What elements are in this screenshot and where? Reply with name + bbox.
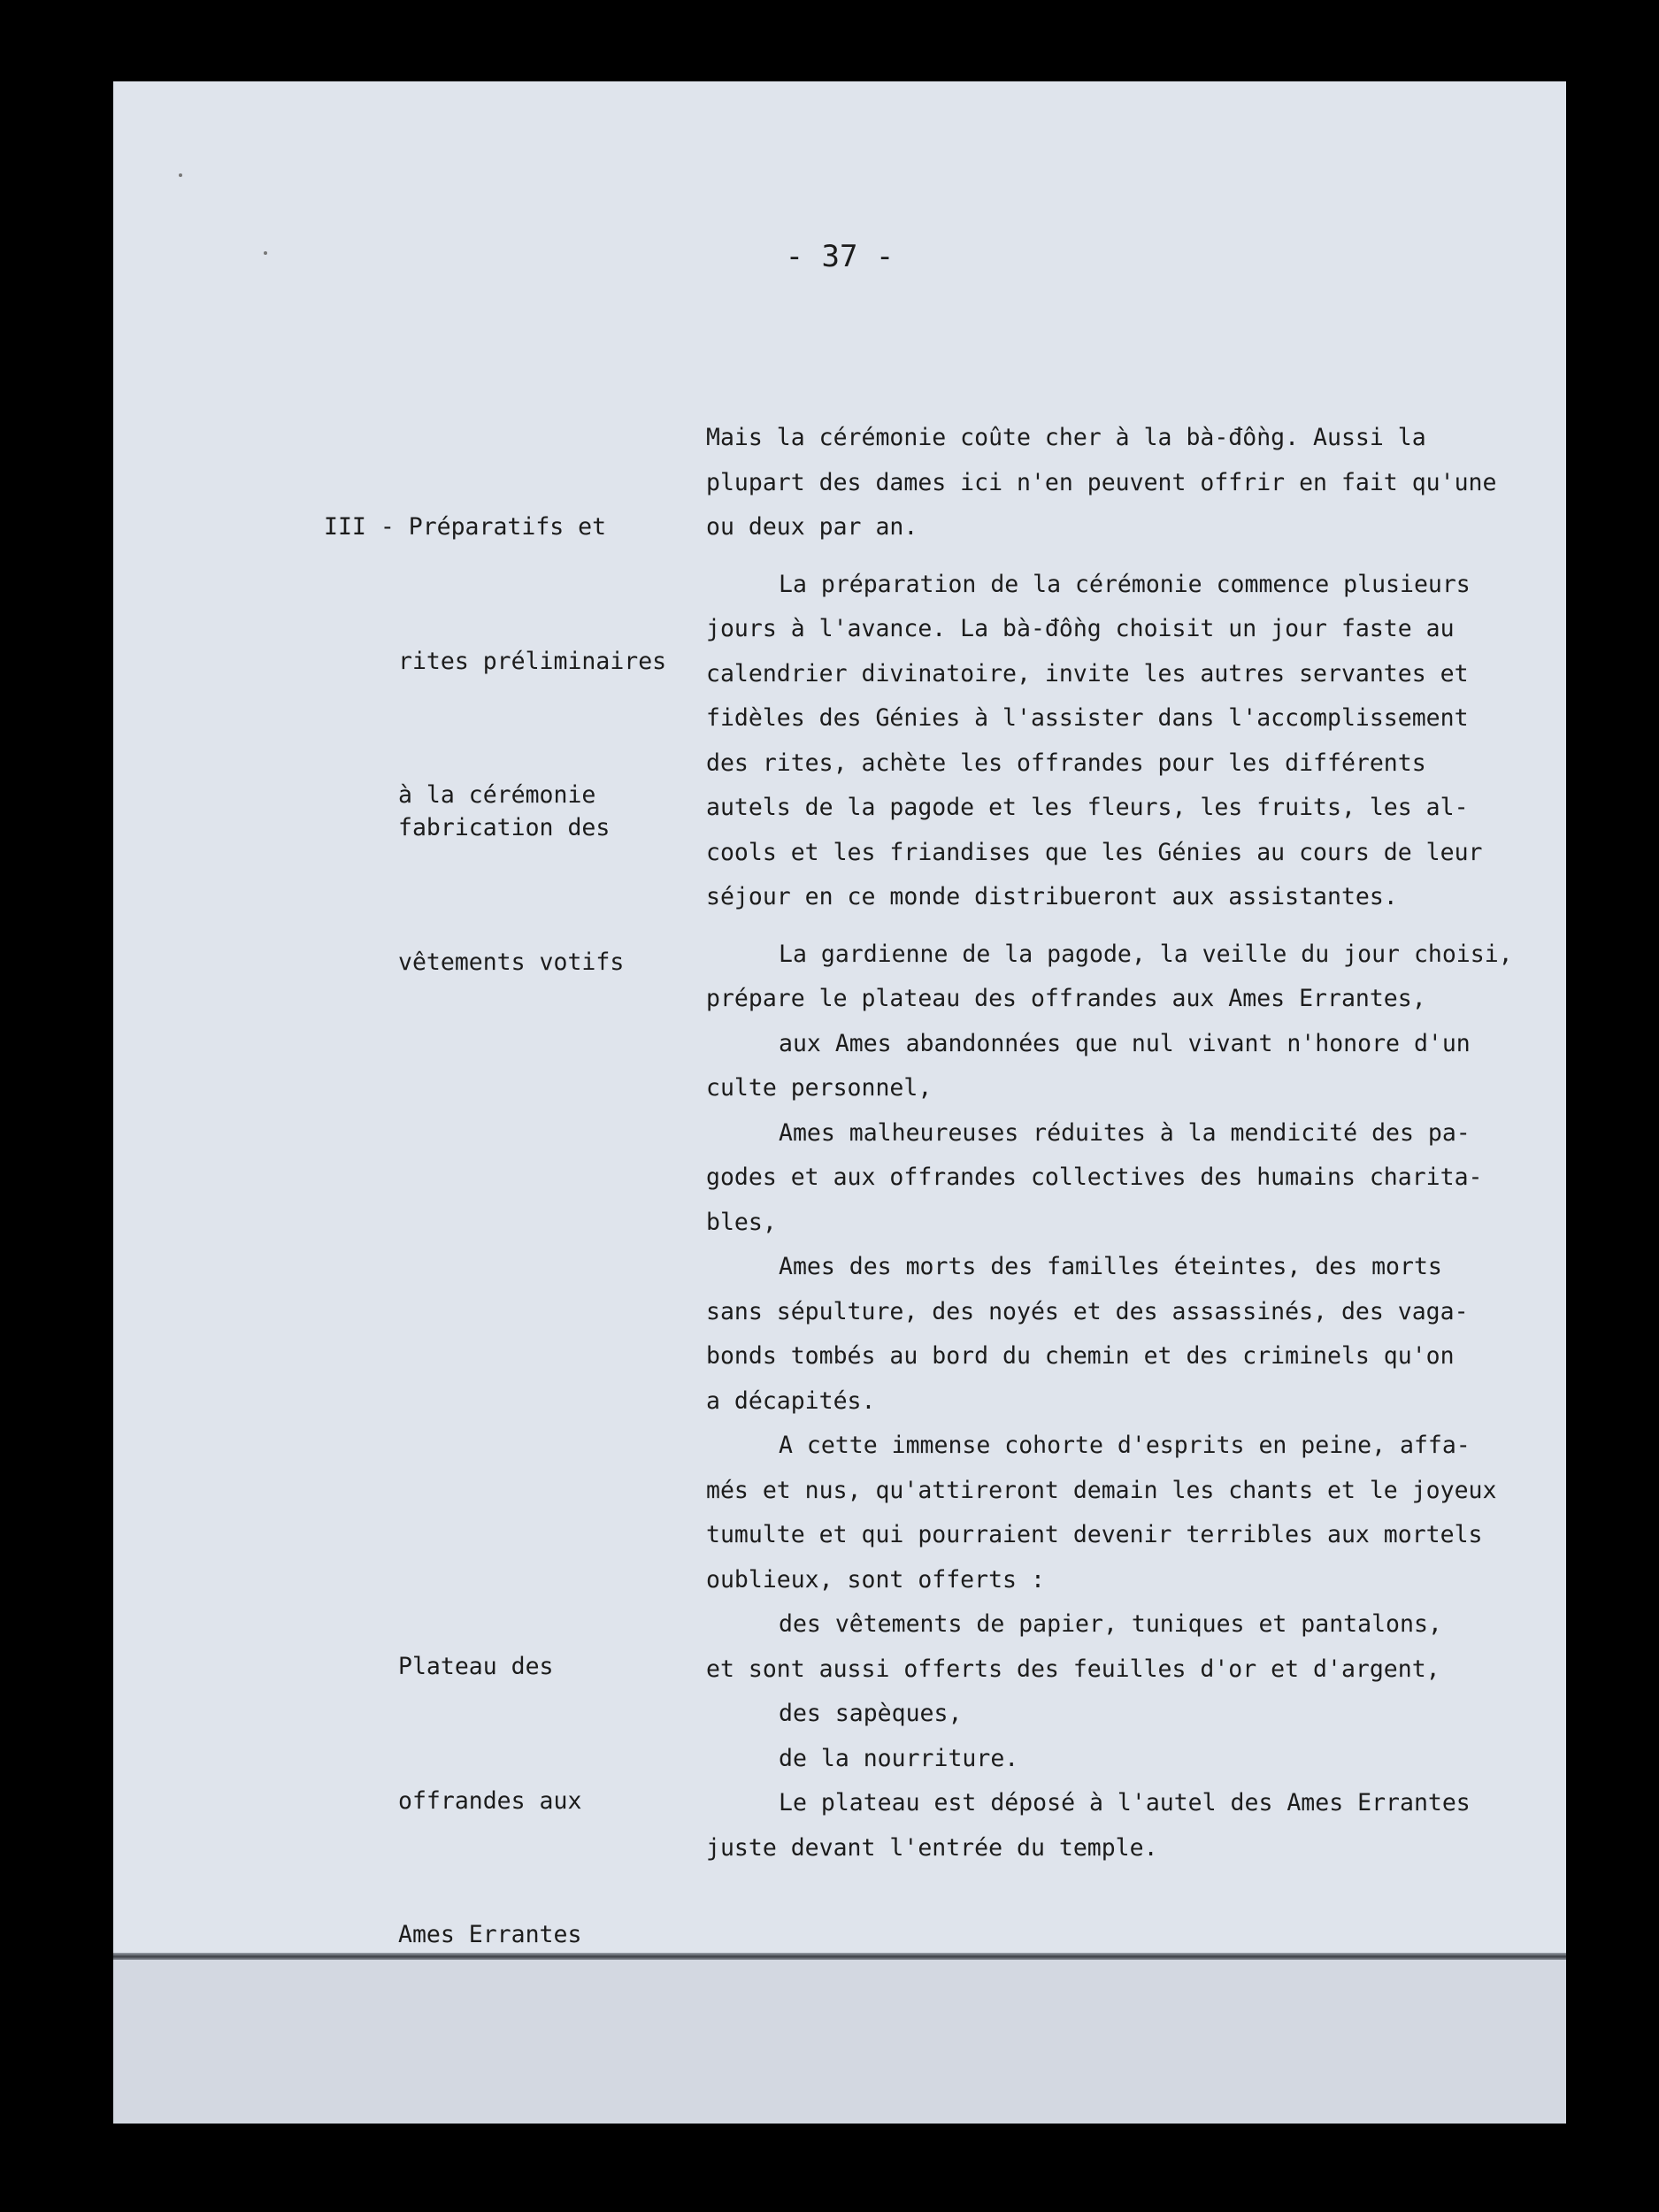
body-line: Mais la cérémonie coûte cher à la bà-đồng. Aussi la: [706, 424, 1426, 451]
body-line: de la nourriture.: [779, 1744, 1019, 1772]
body-line: et sont aussi offerts des feuilles d'or et d'argent,: [706, 1655, 1440, 1683]
margin-note-line: fabrication des: [398, 814, 611, 841]
page-number: - 37 -: [785, 239, 895, 274]
body-line: més et nus, qu'attireront demain les chants et le joyeux: [706, 1476, 1497, 1504]
body-line: ou deux par an.: [706, 513, 918, 541]
body-line: godes et aux offrandes collectives des humains charita-: [706, 1164, 1483, 1191]
body-line: cools et les friandises que les Génies au cours de leur: [706, 838, 1483, 866]
body-line: prépare le plateau des offrandes aux Ames Errantes,: [706, 985, 1426, 1012]
margin-note-fabrication: [398, 717, 624, 1074]
body-line: culte personnel,: [706, 1074, 933, 1102]
body-line: oublieux, sont offerts :: [706, 1565, 1045, 1594]
body-line: calendrier divinatoire, invite les autres servantes et: [706, 659, 1469, 687]
body-line: bonds tombés au bord du chemin et des criminels qu'on: [706, 1342, 1455, 1370]
body-line: des sapèques,: [779, 1700, 963, 1727]
section-number: III -: [324, 513, 409, 541]
body-line: Le plateau est déposé à l'autel des Ames Errantes: [779, 1789, 1471, 1816]
body-line: Ames des morts des familles éteintes, des morts: [779, 1253, 1442, 1280]
body-line: juste devant l'entrée du temple.: [706, 1833, 1158, 1862]
margin-note-line: Plateau des: [398, 1653, 554, 1680]
body-line: a décapités.: [706, 1386, 876, 1415]
margin-note-line: Ames Errantes: [398, 1921, 582, 1948]
body-line: autels de la pagode et les fleurs, les fruits, les al-: [706, 794, 1469, 821]
body-line: bles,: [706, 1208, 777, 1236]
margin-note-line: Préparatifs et: [408, 513, 607, 541]
body-line: jours à l'avance. La bà-đồng choisit un jour faste au: [706, 615, 1455, 642]
body-line: sans sépulture, des noyés et des assassinés, des vaga-: [706, 1297, 1469, 1325]
body-line: La gardienne de la pagode, la veille du jour choisi,: [779, 940, 1513, 968]
body-line: des rites, achète les offrandes pour les différents: [706, 749, 1426, 777]
margin-note-line: offrandes aux: [398, 1786, 582, 1815]
body-line: séjour en ce monde distribueront aux assistantes.: [706, 883, 1398, 910]
body-line: fidèles des Génies à l'assister dans l'accomplissement: [706, 704, 1469, 732]
margin-note-line: rites préliminaires: [398, 647, 667, 675]
body-line: La préparation de la cérémonie commence plusieurs: [779, 570, 1471, 598]
body-line: plupart des dames ici n'en peuvent offrir en fait qu'une: [706, 468, 1497, 496]
body-text: [706, 416, 1513, 1870]
body-line: tumulte et qui pourraient devenir terribles aux mortels: [706, 1521, 1483, 1548]
body-line: Ames malheureuses réduites à la mendicité des pa-: [779, 1118, 1471, 1147]
body-line: aux Ames abandonnées que nul vivant n'honore d'un: [779, 1029, 1471, 1057]
underlying-page: [113, 1960, 1566, 2124]
body-line: A cette immense cohorte d'esprits en peine, affa-: [779, 1432, 1471, 1459]
margin-note-line: vêtements votifs: [398, 948, 625, 976]
paper-fold-line: [113, 1953, 1566, 1960]
document-page: [113, 81, 1566, 2124]
margin-note-line: à la cérémonie: [398, 781, 596, 809]
body-line: des vêtements de papier, tuniques et pantalons,: [779, 1610, 1442, 1638]
paper-speck: [179, 173, 182, 177]
